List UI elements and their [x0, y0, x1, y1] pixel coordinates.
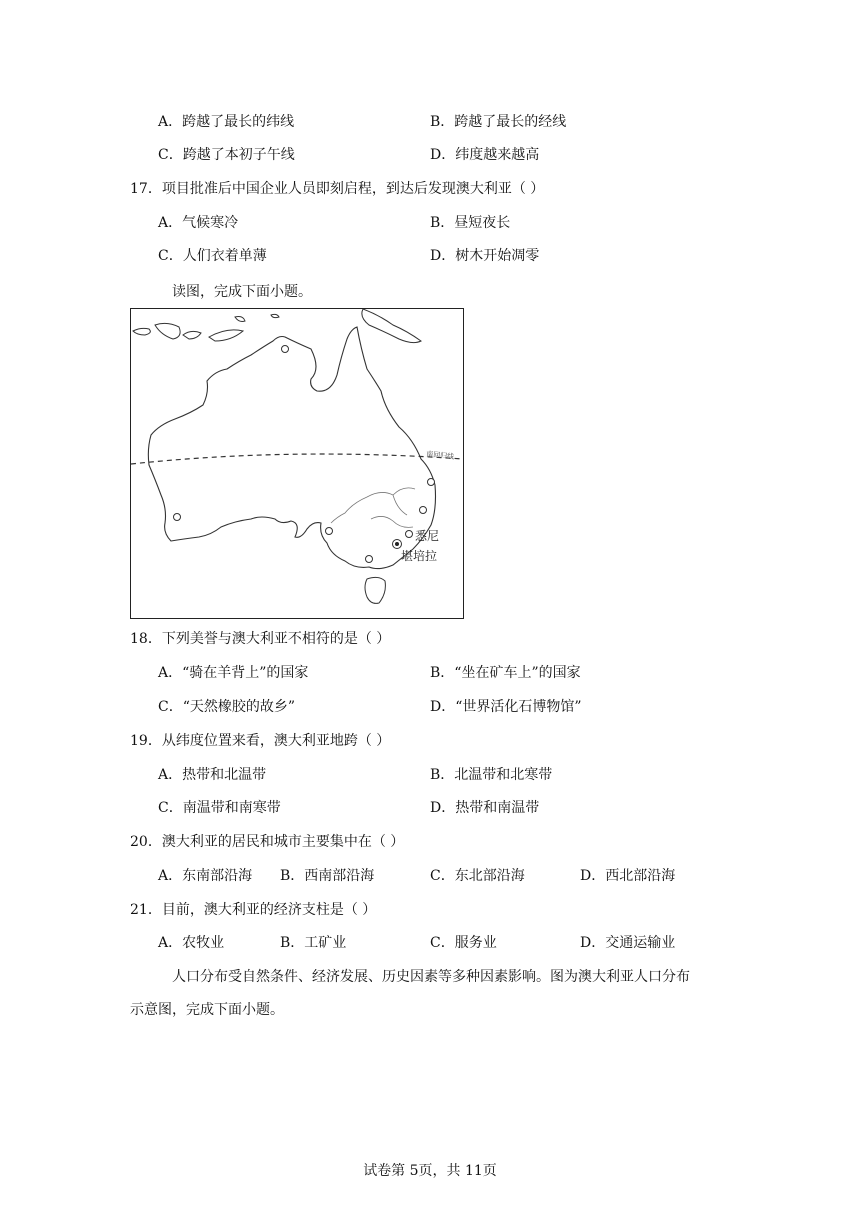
island-outline	[133, 328, 150, 335]
city-marker-newcastle	[420, 507, 427, 514]
city-label-sydney: 悉尼	[415, 529, 440, 543]
q17-option-c[interactable]: C．人们衣着单薄	[158, 248, 267, 264]
australia-map	[130, 308, 464, 619]
q17-option-d[interactable]: D．树木开始凋零	[430, 248, 540, 264]
q18-stem: 18．下列美誉与澳大利亚不相符的是（ ）	[130, 631, 391, 647]
q16-option-d[interactable]: D．纬度越来越高	[430, 147, 540, 163]
page-footer: 试卷第 5页，共 11页	[363, 1163, 497, 1179]
q20-option-a[interactable]: A．东南部沿海	[158, 868, 253, 884]
q18-option-b[interactable]: B．“坐在矿车上”的国家	[430, 665, 581, 681]
q17-option-a[interactable]: A．气候寒冷	[158, 215, 239, 231]
city-marker-sydney	[406, 531, 413, 538]
tasmania-outline	[365, 577, 385, 603]
q17-option-b[interactable]: B．昼短夜长	[430, 215, 511, 231]
island-outline	[271, 314, 279, 317]
river-murray-darling	[331, 488, 415, 528]
q20-option-d[interactable]: D．西北部沿海	[580, 868, 676, 884]
new-guinea-outline	[362, 309, 421, 343]
island-outline	[183, 331, 201, 339]
q16-option-a[interactable]: A．跨越了最长的纬线	[158, 114, 295, 130]
q21-stem: 21．目前，澳大利亚的经济支柱是（ ）	[130, 902, 377, 918]
q20-option-c[interactable]: C．东北部沿海	[430, 868, 525, 884]
q19-option-a[interactable]: A．热带和北温带	[158, 767, 267, 783]
city-marker-canberra-dot	[395, 542, 399, 546]
passage-line-1: 人口分布受自然条件、经济发展、历史因素等多种因素影响。图为澳大利亚人口分布	[172, 969, 690, 985]
reading-instruction: 读图，完成下面小题。	[172, 284, 312, 300]
q21-option-b[interactable]: B．工矿业	[280, 935, 347, 951]
city-marker-darwin	[282, 346, 289, 353]
q18-option-c[interactable]: C．“天然橡胶的故乡”	[158, 699, 296, 715]
q17-stem: 17．项目批准后中国企业人员即刻启程，到达后发现澳大利亚（ ）	[130, 181, 545, 197]
q16-option-c[interactable]: C．跨越了本初子午线	[158, 147, 295, 163]
q19-option-c[interactable]: C．南温带和南寒带	[158, 800, 281, 816]
q19-option-b[interactable]: B．北温带和北寒带	[430, 767, 553, 783]
city-marker-brisbane	[428, 479, 435, 486]
q18-option-d[interactable]: D．“世界活化石博物馆”	[430, 699, 582, 715]
tropic-label: 南回归线	[425, 450, 455, 461]
city-marker-adelaide	[326, 528, 333, 535]
city-marker-perth	[174, 514, 181, 521]
island-outline	[235, 317, 245, 322]
tropic-of-capricorn-line	[131, 454, 463, 464]
island-outline	[155, 323, 180, 339]
q21-option-a[interactable]: A．农牧业	[158, 935, 225, 951]
q21-option-c[interactable]: C．服务业	[430, 935, 497, 951]
q21-option-d[interactable]: D．交通运输业	[580, 935, 676, 951]
city-marker-melbourne	[366, 556, 373, 563]
island-outline	[209, 330, 243, 341]
q19-stem: 19．从纬度位置来看，澳大利亚地跨（ ）	[130, 733, 391, 749]
passage-line-2: 示意图，完成下面小题。	[130, 1002, 284, 1018]
q18-option-a[interactable]: A．“骑在羊背上”的国家	[158, 665, 309, 681]
q20-option-b[interactable]: B．西南部沿海	[280, 868, 375, 884]
q16-option-b[interactable]: B．跨越了最长的经线	[430, 114, 567, 130]
q20-stem: 20．澳大利亚的居民和城市主要集中在（ ）	[130, 834, 405, 850]
australia-outline	[148, 327, 438, 569]
q19-option-d[interactable]: D．热带和南温带	[430, 800, 540, 816]
city-label-canberra: 堪培拉	[401, 549, 438, 563]
